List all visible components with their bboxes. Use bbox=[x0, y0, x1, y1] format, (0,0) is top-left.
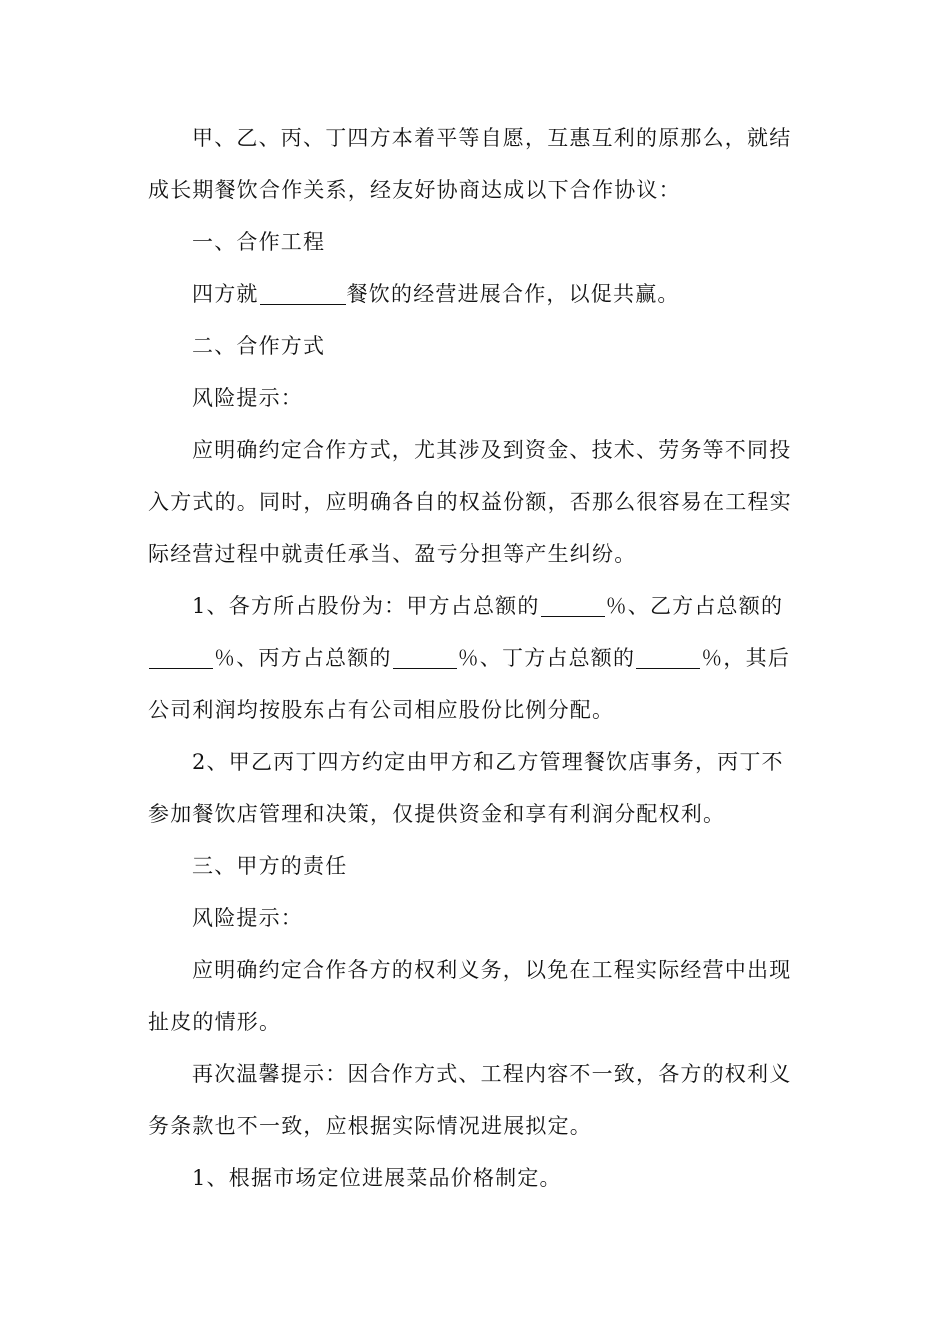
text-line bbox=[148, 580, 800, 632]
text-fragment: 四方就 bbox=[192, 282, 259, 306]
paragraph-pricing bbox=[148, 1152, 800, 1204]
fill-in-blank[interactable] bbox=[260, 282, 346, 305]
text-line: 风险提示： bbox=[192, 906, 303, 930]
text-line: 成长期餐饮合作关系，经友好协商达成以下合作协议： bbox=[148, 178, 681, 202]
text-line: 2、甲乙丙丁四方约定由甲方和乙方管理餐饮店事务，丙丁不 bbox=[192, 750, 784, 774]
text-line: 甲、乙、丙、丁四方本着平等自愿，互惠互利的原那么，就结 bbox=[192, 126, 792, 150]
paragraph-risk-detail bbox=[148, 424, 800, 580]
text-line: 扯皮的情形。 bbox=[148, 1010, 282, 1034]
text-line: 再次温馨提示：因合作方式、工程内容不一致，各方的权利义 bbox=[192, 1062, 792, 1086]
heading-text: 一、合作工程 bbox=[192, 230, 326, 254]
section-heading-2 bbox=[148, 320, 800, 372]
text-line: 公司利润均按股东占有公司相应股份比例分配。 bbox=[148, 698, 615, 722]
text-line: 应明确约定合作方式，尤其涉及到资金、技术、劳务等不同投 bbox=[192, 438, 792, 462]
fill-in-blank[interactable] bbox=[541, 594, 605, 617]
fill-in-blank[interactable] bbox=[149, 646, 213, 669]
paragraph-management bbox=[148, 736, 800, 840]
text-line: 参加餐饮店管理和决策，仅提供资金和享有利润分配权利。 bbox=[148, 802, 726, 826]
paragraph-rights-duties bbox=[148, 944, 800, 1048]
text-line bbox=[148, 632, 800, 684]
risk-tip-label bbox=[148, 372, 800, 424]
text-fragment: ％、乙方占总额的 bbox=[605, 594, 784, 618]
text-line: 入方式的。同时，应明确各自的权益份额，否那么很容易在工程实 bbox=[148, 490, 792, 514]
text-fragment: 餐饮的经营进展合作，以促共赢。 bbox=[346, 282, 680, 306]
paragraph-cooperation-item bbox=[148, 268, 800, 320]
text-fragment: 1、各方所占股份为：甲方占总额的 bbox=[192, 594, 540, 618]
text-fragment: ％、丙方占总额的 bbox=[214, 646, 392, 670]
text-line: 1、根据市场定位进展菜品价格制定。 bbox=[192, 1166, 562, 1190]
paragraph-intro bbox=[148, 112, 800, 216]
text-line: 应明确约定合作各方的权利义务，以免在工程实际经营中出现 bbox=[192, 958, 792, 982]
text-line bbox=[148, 268, 800, 320]
text-fragment: ％、丁方占总额的 bbox=[457, 646, 636, 670]
heading-text: 二、合作方式 bbox=[192, 334, 326, 358]
risk-tip-label bbox=[148, 892, 800, 944]
paragraph-share-ratio bbox=[148, 580, 800, 736]
fill-in-blank[interactable] bbox=[393, 646, 457, 669]
text-line: 风险提示： bbox=[192, 386, 303, 410]
text-fragment: ％，其后 bbox=[701, 646, 791, 670]
text-line: 际经营过程中就责任承当、盈亏分担等产生纠纷。 bbox=[148, 542, 637, 566]
paragraph-reminder bbox=[148, 1048, 800, 1152]
section-heading-1 bbox=[148, 216, 800, 268]
section-heading-3 bbox=[148, 840, 800, 892]
heading-text: 三、甲方的责任 bbox=[192, 854, 348, 878]
text-line: 务条款也不一致，应根据实际情况进展拟定。 bbox=[148, 1114, 592, 1138]
fill-in-blank[interactable] bbox=[636, 646, 700, 669]
document-body bbox=[148, 112, 800, 1204]
